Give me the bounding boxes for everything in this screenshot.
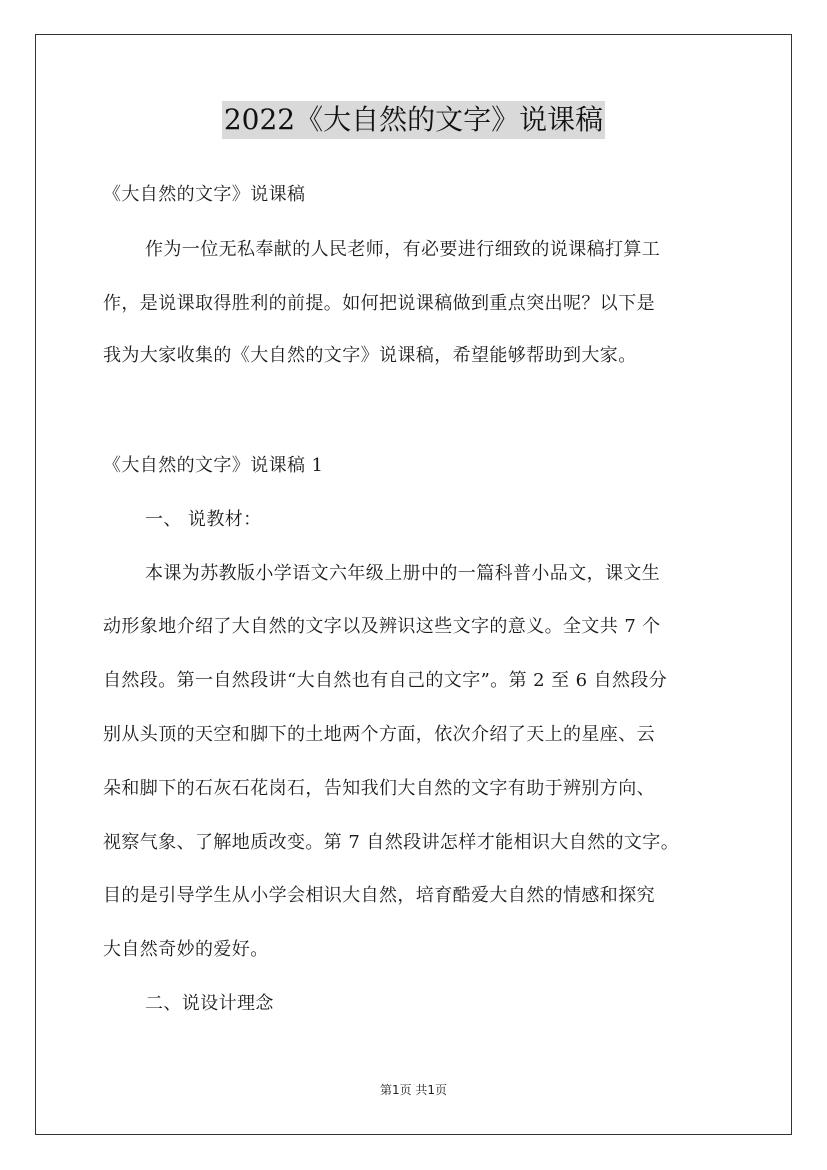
body-line: 别从头顶的天空和脚下的土地两个方面，依次介绍了天上的星座、云 bbox=[103, 724, 655, 745]
body-line: 朵和脚下的石灰石花岗石，告知我们大自然的文字有助于辨别方向、 bbox=[103, 778, 655, 799]
title-container bbox=[0, 101, 827, 139]
body-line: 动形象地介绍了大自然的文字以及辨识这些文字的意义。全文共 7 个 bbox=[103, 616, 661, 637]
body-line: 自然段。第一自然段讲“大自然也有自己的文字”。第 2 至 6 自然段分 bbox=[103, 670, 668, 691]
body-line: 目的是引导学生从小学会相识大自然，培育酷爱大自然的情感和探究 bbox=[103, 885, 655, 906]
body-line: 大自然奇妙的爱好。 bbox=[103, 939, 269, 960]
intro-line: 我为大家收集的《大自然的文字》说课稿，希望能够帮助到大家。 bbox=[103, 345, 637, 366]
body-line: 视察气象、了解地质改变。第 7 自然段讲怎样才能相识大自然的文字。 bbox=[103, 832, 680, 853]
intro-line: 作为一位无私奉献的人民老师，有必要进行细致的说课稿打算工 bbox=[145, 239, 661, 260]
heading-teaching-material: 一、 说教材： bbox=[145, 509, 262, 530]
page-footer: 第1页 共1页 bbox=[379, 1083, 448, 1097]
body-line: 本课为苏教版小学语文六年级上册中的一篇科普小品文，课文生 bbox=[145, 563, 661, 584]
document-title: 2022《大自然的文字》说课稿 bbox=[222, 101, 605, 139]
section-title: 《大自然的文字》说课稿 1 bbox=[103, 455, 324, 476]
heading-design-concept: 二、说设计理念 bbox=[145, 993, 274, 1014]
document-subtitle: 《大自然的文字》说课稿 bbox=[103, 184, 306, 205]
intro-line: 作，是说课取得胜利的前提。如何把说课稿做到重点突出呢？以下是 bbox=[103, 293, 655, 314]
